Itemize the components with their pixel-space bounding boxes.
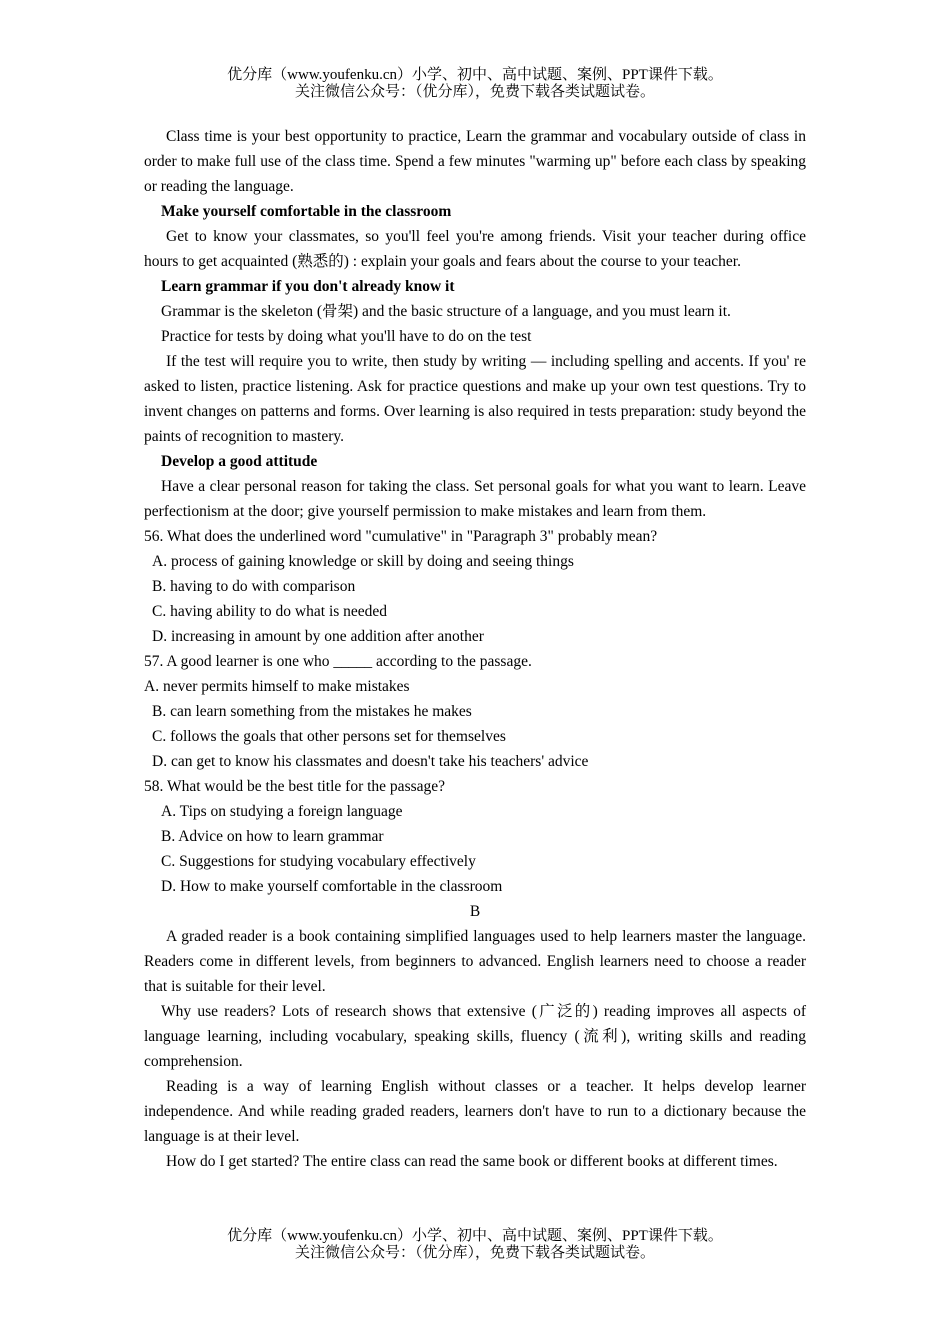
header-line-2: 关注微信公众号：（优分库），免费下载各类试题试卷。	[294, 84, 655, 100]
document-body	[144, 124, 806, 1174]
passage-a-paragraph-6: Have a clear personal reason for taking the class. Set personal goals for what you want to learn. Leave perfectionism at the door; give yourself permission to make mistakes and learn from them.	[144, 478, 806, 520]
passage-a-paragraph-2: Get to know your classmates, so you'll feel you're among friends. Visit your teacher during office hours to get acquainted (熟悉的) : explain your goals and fears about the course to your teacher.	[144, 228, 806, 270]
question-58-option-c: C. Suggestions for studying vocabulary effectively	[161, 853, 476, 870]
question-57-option-a: A. never permits himself to make mistakes	[144, 678, 410, 695]
question-57-option-b: B. can learn something from the mistakes he makes	[152, 703, 472, 720]
passage-a-paragraph-3: Grammar is the skeleton (骨架) and the basic structure of a language, and you must learn it.	[161, 303, 731, 320]
question-56-option-d: D. increasing in amount by one addition after another	[152, 628, 484, 645]
passage-b-paragraph-4: How do I get started? The entire class can read the same book or different books at different times.	[166, 1153, 778, 1170]
passage-a-paragraph-4: Practice for tests by doing what you'll have to do on the test	[161, 328, 532, 345]
question-56-option-b: B. having to do with comparison	[152, 578, 356, 595]
question-58-option-d: D. How to make yourself comfortable in the classroom	[161, 878, 503, 895]
passage-a-heading-3: Develop a good attitude	[161, 453, 318, 470]
question-58-stem: 58. What would be the best title for the passage?	[144, 778, 446, 795]
question-58-option-b: B. Advice on how to learn grammar	[161, 828, 384, 845]
question-57-option-c: C. follows the goals that other persons set for themselves	[152, 728, 506, 745]
passage-b-paragraph-2: Why use readers? Lots of research shows that extensive (广泛的) reading improves all aspects of language learning, including vocabulary, speaking skills, fluency (流利), writing skills and reading comprehension.	[144, 1003, 806, 1070]
passage-a-heading-1: Make yourself comfortable in the classroom	[161, 203, 452, 220]
question-56-option-a: A. process of gaining knowledge or skill by doing and seeing things	[152, 553, 574, 570]
question-56-stem: 56. What does the underlined word "cumulative" in "Paragraph 3" probably mean?	[144, 528, 658, 545]
passage-b-label: B	[469, 903, 481, 920]
passage-a-paragraph-5: If the test will require you to write, then study by writing — including spelling and accents. If you' re asked to listen, practice listening. Ask for practice questions and make up your own test questions. Try to invent changes on patterns and forms. Over learning is also required in tests preparation: study beyond the paints of recognition to mastery.	[144, 353, 806, 445]
passage-b-paragraph-1: A graded reader is a book containing simplified languages used to help learners master the language. Readers come in different levels, from beginners to advanced. English learners need to choose a reader that is suitable for their level.	[144, 928, 806, 995]
passage-a-paragraph-1: Class time is your best opportunity to practice, Learn the grammar and vocabulary outside of class in order to make full use of the class time. Spend a few minutes "warming up" before each class by speaking or reading the language.	[144, 128, 806, 195]
question-57-option-d: D. can get to know his classmates and doesn't take his teachers' advice	[152, 753, 589, 770]
footer-line-2: 关注微信公众号：（优分库），免费下载各类试题试卷。	[294, 1245, 655, 1261]
question-56-option-c: C. having ability to do what is needed	[152, 603, 388, 620]
passage-a-heading-2: Learn grammar if you don't already know it	[161, 278, 455, 295]
question-57-stem: 57. A good learner is one who _____ according to the passage.	[144, 653, 532, 670]
question-58-option-a: A. Tips on studying a foreign language	[161, 803, 403, 820]
passage-b-paragraph-3: Reading is a way of learning English without classes or a teacher. It helps develop learner independence. And while reading graded readers, learners don't have to run to a dictionary because the language is at their level.	[144, 1078, 806, 1145]
page-header	[0, 67, 950, 101]
header-line-1: 优分库（www.youfenku.cn）小学、初中、高中试题、案例、PPT课件下载。	[227, 67, 723, 83]
footer-line-1: 优分库（www.youfenku.cn）小学、初中、高中试题、案例、PPT课件下载。	[227, 1228, 723, 1244]
page-footer	[0, 1228, 950, 1262]
